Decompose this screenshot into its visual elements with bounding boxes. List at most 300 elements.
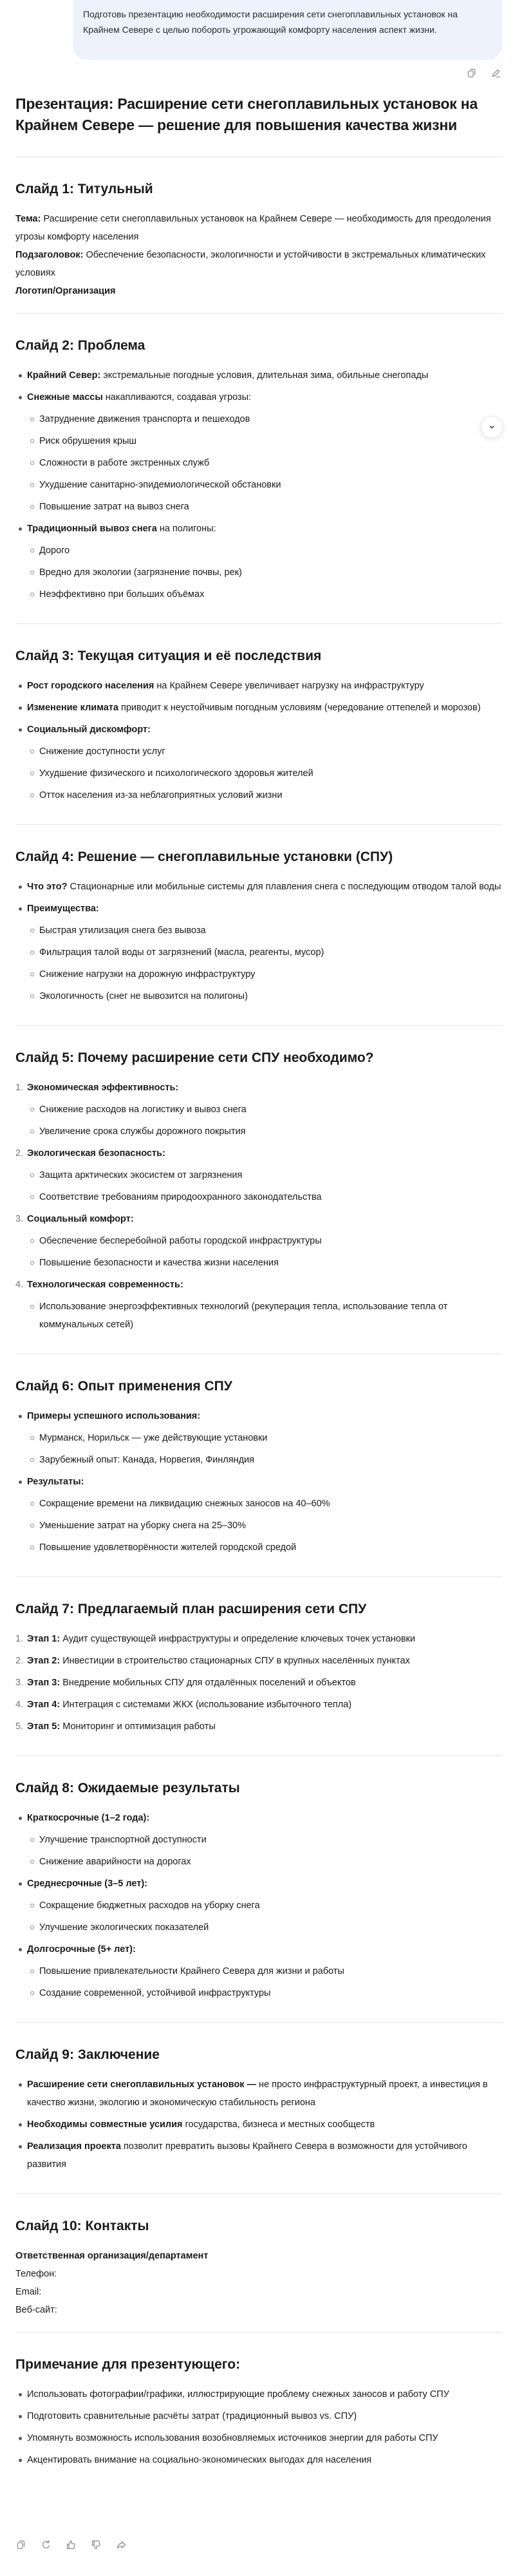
bullet-icon [19, 2083, 22, 2087]
slide-section [15, 1779, 502, 2022]
sub-list-item-text: Сложности в работе экстренных служб [39, 458, 210, 468]
sub-list-item-text: Повышение безопасности и качества жизни населения [39, 1258, 279, 1268]
sub-list-item [15, 1121, 502, 1142]
sub-list-item-text: Снижение доступности услуг [39, 746, 165, 757]
list-item-label: Среднесрочные (3–5 лет): [27, 1879, 147, 1889]
thumbs-up-icon[interactable] [64, 2538, 77, 2551]
list-item [15, 1716, 502, 1738]
sub-list-item [15, 1851, 502, 1873]
bullet-icon [19, 396, 22, 399]
regenerate-icon[interactable] [39, 2538, 52, 2551]
sub-list-item [15, 920, 502, 942]
list-item [15, 1650, 502, 1672]
list-item-body: приводит к неустойчивым погодным условиям (чередование оттепелей и морозов) [118, 703, 481, 713]
list-item-body: Мониторинг и оптимизация работы [60, 1721, 216, 1732]
sub-list [27, 1164, 502, 1208]
list-item-text [27, 2449, 502, 2471]
bullet-icon [19, 527, 22, 531]
sub-list-item-text: Повышение затрат на вывоз снега [39, 502, 189, 512]
sub-list-item [15, 1296, 502, 1336]
list-item-text [27, 1274, 502, 1296]
sub-list-item [15, 985, 502, 1007]
sub-list [27, 1895, 502, 1938]
list-item-label: Этап 2: [27, 1656, 61, 1666]
sub-list-item-text: Защита арктических экосистем от загрязнения [39, 1170, 243, 1180]
sub-list-item [15, 1099, 502, 1121]
sub-list-item [15, 1427, 502, 1449]
circle-bullet-icon [30, 461, 34, 465]
bullet-icon [19, 374, 22, 377]
sub-list-item [15, 496, 502, 518]
list-item-label: Краткосрочные (1–2 года): [27, 1813, 150, 1823]
sub-list-item [15, 1829, 502, 1851]
sub-list-item-text: Повышение привлекательности Крайнего Севера для жизни и работы [39, 1966, 344, 1976]
circle-bullet-icon [30, 505, 34, 509]
list-item [15, 1077, 502, 1142]
user-message-bubble [73, 0, 502, 60]
sub-list-item-text: Обеспечение бесперебойной работы городской инфраструктуры [39, 1236, 322, 1246]
sub-list-item [15, 784, 502, 806]
bullet-icon [19, 2123, 22, 2126]
circle-bullet-icon [30, 750, 34, 753]
circle-bullet-icon [30, 1261, 34, 1265]
user-message-actions [465, 66, 502, 79]
circle-bullet-icon [30, 1969, 34, 1973]
list-item-label: Социальный дискомфорт: [27, 724, 151, 735]
list-item [15, 675, 502, 697]
sub-list-item [15, 1537, 502, 1558]
sub-list-item [15, 1982, 502, 2004]
bullet-list [15, 365, 502, 605]
circle-bullet-icon [30, 1195, 34, 1199]
list-item-body: Инвестиции в строительство стационарных СПУ в крупных населённых пунктах [60, 1656, 410, 1666]
sub-list-item [15, 942, 502, 963]
slide-paragraph [15, 2283, 502, 2301]
list-item-text [27, 675, 502, 697]
list-item-body: Аудит существующей инфраструктуры и определение ключевых точек установки [60, 1634, 416, 1644]
list-item-label: Этап 4: [27, 1700, 61, 1710]
circle-bullet-icon [30, 571, 34, 574]
bullet-icon [19, 2459, 22, 2462]
list-item-label: Социальный комфорт: [27, 1214, 134, 1224]
list-item-label: Результаты: [27, 1477, 84, 1487]
copy-icon[interactable] [14, 2538, 27, 2551]
circle-bullet-icon [30, 439, 34, 443]
share-icon[interactable] [115, 2538, 127, 2551]
sub-list [27, 1099, 502, 1142]
circle-bullet-icon [30, 1991, 34, 1995]
list-item-text [27, 518, 502, 540]
list-item-text [27, 1938, 502, 1960]
list-item-body: Стационарные или мобильные системы для плавления снега с последующим отводом талой воды [67, 882, 501, 892]
slide-heading: Слайд 6: Опыт применения СПУ [15, 1379, 232, 1394]
sub-list-item [15, 452, 502, 474]
list-item-label: Этап 1: [27, 1634, 61, 1644]
list-item [15, 386, 502, 518]
sub-list-item-text: Снижение расходов на логистику и вывоз снега [39, 1104, 247, 1115]
bullet-list [15, 1077, 502, 1336]
list-item-body: государства, бизнеса и местных сообществ [182, 2119, 375, 2130]
sub-list-item-text: Экологичность (снег не вывозится на полигоны) [39, 991, 248, 1001]
circle-bullet-icon [30, 1524, 34, 1528]
sub-list-item [15, 1515, 502, 1537]
sub-list [27, 1493, 502, 1558]
list-item [15, 2383, 502, 2405]
divider [15, 1025, 502, 1026]
list-item-body: не просто инфраструктурный проект, а инвестиция в качество жизни, экологию и экономическую стабильность региона [27, 2079, 488, 2108]
slide-heading: Слайд 10: Контакты [15, 2219, 149, 2233]
slide-paragraph [15, 282, 502, 300]
list-item-body: накапливаются, создавая угрозы: [102, 392, 252, 402]
list-item-label: Рост городского населения [27, 681, 154, 691]
list-item [15, 2074, 502, 2114]
list-item-body: Использовать фотографии/графики, иллюстрирующие проблему снежных заносов и работу СПУ [27, 2389, 449, 2400]
paragraph-text: Email: [15, 2287, 42, 2297]
sub-list [27, 1427, 502, 1471]
divider [15, 2193, 502, 2194]
list-item-label: Технологическая современность: [27, 1280, 183, 1290]
bullet-icon [19, 2415, 22, 2418]
circle-bullet-icon [30, 1130, 34, 1133]
list-item-label: Этап 3: [27, 1678, 61, 1688]
list-item-text [27, 1650, 502, 1672]
circle-bullet-icon [30, 1904, 34, 1908]
paragraph-text: Обеспечение безопасности, экологичности и устойчивости в экстремальных климатических условиях [15, 250, 486, 278]
list-item [15, 697, 502, 719]
circle-bullet-icon [30, 1502, 34, 1506]
list-item-label: Долгосрочные (5+ лет): [27, 1944, 136, 1955]
divider [15, 2332, 502, 2333]
list-item [15, 2114, 502, 2136]
slide-paragraph [15, 2265, 502, 2283]
list-item-body: экстремальные погодные условия, длительная зима, обильные снегопады [100, 370, 429, 381]
sub-list-item-text: Фильтрация талой воды от загрязнений (масла, реагенты, мусор) [39, 947, 324, 958]
sub-list-item [15, 1493, 502, 1515]
list-item [15, 2427, 502, 2449]
sub-list-item [15, 562, 502, 583]
list-item-label: Реализация проекта [27, 2141, 121, 2152]
list-item-label: Экологическая безопасность: [27, 1148, 165, 1159]
slide-paragraph [15, 2301, 502, 2319]
slide-heading: Слайд 4: Решение — снегоплавильные установки (СПУ) [15, 849, 393, 864]
sub-list-item [15, 1164, 502, 1186]
list-item [15, 518, 502, 605]
list-number: 1. [15, 1634, 24, 1644]
circle-bullet-icon [30, 1436, 34, 1440]
bullet-icon [19, 907, 22, 911]
bullet-list [15, 1807, 502, 2004]
scroll-down-button[interactable] [481, 416, 503, 438]
sub-list [27, 1829, 502, 1873]
bullet-list [15, 2074, 502, 2175]
sub-list-item [15, 1252, 502, 1274]
sub-list-item [15, 1917, 502, 1938]
circle-bullet-icon [30, 1108, 34, 1112]
sub-list-item-text: Вредно для экологии (загрязнение почвы, рек) [39, 567, 242, 578]
circle-bullet-icon [30, 592, 34, 596]
list-item-body: Внедрение мобильных СПУ для отдалённых поселений и объектов [60, 1678, 356, 1688]
slide-section [15, 1048, 502, 1354]
bullet-icon [19, 2145, 22, 2148]
sub-list-item-text: Мурманск, Норильск — уже действующие установки [39, 1433, 268, 1443]
list-item [15, 898, 502, 1007]
sub-list-item [15, 1186, 502, 1208]
slide-paragraph [15, 210, 502, 246]
list-item-label: Традиционный вывоз снега [27, 524, 157, 534]
list-item-text [27, 1672, 502, 1694]
bullet-icon [19, 1481, 22, 1484]
list-item-body: Подготовить сравнительные расчёты затрат (традиционный вывоз vs. СПУ) [27, 2411, 357, 2421]
list-item [15, 1142, 502, 1208]
divider [15, 824, 502, 825]
list-item [15, 1274, 502, 1336]
copy-icon[interactable] [465, 66, 478, 79]
sub-list-item-text: Повышение удовлетворённости жителей городской средой [39, 1542, 297, 1553]
sub-list [27, 1960, 502, 2004]
sub-list [27, 1296, 502, 1336]
list-item-label: Крайний Север: [27, 370, 101, 381]
list-item [15, 1694, 502, 1716]
divider [15, 156, 502, 157]
divider [15, 623, 502, 624]
list-number: 1. [15, 1083, 24, 1093]
divider [15, 313, 502, 314]
list-number: 2. [15, 1148, 24, 1159]
list-item-text [27, 386, 502, 408]
list-item [15, 1873, 502, 1938]
list-item [15, 876, 502, 898]
slide-section [15, 2217, 502, 2332]
sub-list-item [15, 1449, 502, 1471]
list-item-body: на полигоны: [156, 524, 216, 534]
paragraph-label: Подзаголовок: [15, 250, 84, 260]
list-item-text [27, 1694, 502, 1716]
list-item [15, 1471, 502, 1558]
slide-heading: Слайд 7: Предлагаемый план расширения сети СПУ [15, 1602, 367, 1616]
list-item [15, 2449, 502, 2471]
slide-section [15, 647, 502, 824]
thumbs-down-icon[interactable] [89, 2538, 102, 2551]
list-number: 3. [15, 1214, 24, 1224]
circle-bullet-icon [30, 1838, 34, 1842]
sub-list [27, 920, 502, 1007]
circle-bullet-icon [30, 772, 34, 775]
bullet-icon [19, 728, 22, 732]
circle-bullet-icon [30, 1860, 34, 1864]
circle-bullet-icon [30, 951, 34, 954]
list-item-text [27, 2383, 502, 2405]
sub-list-item-text: Сокращение времени на ликвидацию снежных заносов на 40–60% [39, 1499, 330, 1509]
list-item-text [27, 1628, 502, 1650]
sub-list-item-text: Дорого [39, 545, 70, 556]
sub-list-item [15, 474, 502, 496]
sub-list-item [15, 1960, 502, 1982]
bullet-icon [19, 1882, 22, 1886]
circle-bullet-icon [30, 549, 34, 553]
sub-list-item-text: Создание современной, устойчивой инфраструктуры [39, 1988, 271, 1998]
sub-list [27, 408, 502, 518]
list-item [15, 1208, 502, 1274]
list-item-text [27, 1807, 502, 1829]
sub-list-item [15, 1895, 502, 1917]
list-number: 3. [15, 1678, 24, 1688]
circle-bullet-icon [30, 417, 34, 421]
list-item-body: Упомянуть возможность использования возобновляемых источников энергии для работы СПУ [27, 2433, 438, 2443]
chevron-down-icon [489, 424, 495, 430]
paragraph-text: Веб-сайт: [15, 2305, 57, 2315]
sub-list-item-text: Быстрая утилизация снега без вывоза [39, 925, 206, 936]
paragraph-text: Телефон: [15, 2269, 57, 2279]
slides-container [15, 180, 502, 2489]
circle-bullet-icon [30, 1239, 34, 1243]
list-item [15, 2136, 502, 2175]
list-item-text [27, 1077, 502, 1099]
list-number: 5. [15, 1721, 24, 1732]
sub-list-item-text: Использование энергоэффективных технологий (рекуперация тепла, использование тепла от коммунальных сетей) [39, 1302, 448, 1330]
list-item-text [27, 1873, 502, 1895]
sub-list-item [15, 430, 502, 452]
circle-bullet-icon [30, 1546, 34, 1549]
list-item-label: Необходимы совместные усилия [27, 2119, 183, 2130]
sub-list-item-text: Снижение аварийности на дорогах [39, 1857, 191, 1867]
sub-list-item-text: Неэффективно при больших объёмах [39, 589, 205, 600]
sub-list-item [15, 540, 502, 562]
slide-heading: Слайд 3: Текущая ситуация и её последствия [15, 649, 322, 663]
sub-list-item-text: Сокращение бюджетных расходов на уборку снега [39, 1900, 260, 1911]
slide-section [15, 2355, 502, 2489]
list-item-text [27, 2427, 502, 2449]
slide-section [15, 1600, 502, 1756]
bullet-list [15, 675, 502, 806]
list-item-body: Интеграция с системами ЖКХ (использование избыточного тепла) [60, 1700, 352, 1710]
bullet-icon [19, 706, 22, 710]
sub-list-item-text: Ухудшение санитарно-эпидемиологической обстановки [39, 480, 281, 490]
sub-list-item-text: Улучшение экологических показателей [39, 1922, 209, 1933]
slide-paragraph [15, 246, 502, 282]
slide-section [15, 2045, 502, 2193]
list-item-body: на Крайнем Севере увеличивает нагрузку на инфраструктуру [154, 681, 424, 691]
sub-list-item [15, 741, 502, 762]
sub-list-item [15, 583, 502, 605]
assistant-answer [15, 93, 502, 2489]
paragraph-label: Логотип/Организация [15, 286, 116, 296]
list-item-label: Преимущества: [27, 904, 99, 914]
slide-section [15, 336, 502, 623]
slide-heading: Слайд 8: Ожидаемые результаты [15, 1781, 240, 1795]
paragraph-text: Расширение сети снегоплавильных установок на Крайнем Севере — необходимость для преодоления угрозы комфорту населения [15, 214, 491, 242]
list-number: 4. [15, 1700, 24, 1710]
sub-list-item-text: Отток населения из-за неблагоприятных условий жизни [39, 790, 283, 800]
sub-list [27, 540, 502, 605]
list-item [15, 2405, 502, 2427]
bullet-list [15, 876, 502, 1007]
bullet-icon [19, 1817, 22, 1820]
paragraph-label: Ответственная организация/департамент [15, 2251, 209, 2261]
list-item [15, 719, 502, 806]
bullet-icon [19, 1415, 22, 1418]
list-item [15, 365, 502, 386]
list-item-text [27, 1208, 502, 1230]
list-item [15, 1807, 502, 1873]
user-message-text: Подготовь презентацию необходимости расширения сети снегоплавильных установок на Крайнем Севере с целью побороть угрожающий комфорту населения аспект жизни. [83, 9, 458, 35]
circle-bullet-icon [30, 793, 34, 797]
circle-bullet-icon [30, 483, 34, 487]
sub-list-item-text: Снижение нагрузки на дорожную инфраструктуру [39, 969, 256, 980]
bullet-icon [19, 1948, 22, 1951]
list-item-text [27, 719, 502, 741]
slide-section [15, 1377, 502, 1577]
circle-bullet-icon [30, 1173, 34, 1177]
circle-bullet-icon [30, 972, 34, 976]
sub-list-item-text: Соответствие требованиям природоохранного законодательства [39, 1192, 322, 1202]
list-item-label: Этап 5: [27, 1721, 61, 1732]
list-item-text [27, 1471, 502, 1493]
circle-bullet-icon [30, 994, 34, 998]
bullet-icon [19, 2393, 22, 2396]
bullet-icon [19, 886, 22, 889]
circle-bullet-icon [30, 1926, 34, 1929]
list-item-text [27, 2114, 502, 2136]
bullet-list [15, 2383, 502, 2471]
sub-list-item [15, 762, 502, 784]
sub-list [27, 1230, 502, 1274]
slide-heading: Слайд 5: Почему расширение сети СПУ необходимо? [15, 1050, 374, 1065]
list-item [15, 1938, 502, 2004]
divider [15, 2022, 502, 2023]
list-item-text [27, 2405, 502, 2427]
list-item-text [27, 697, 502, 719]
sub-list-item [15, 408, 502, 430]
bullet-icon [19, 685, 22, 688]
list-item-label: Изменение климата [27, 703, 118, 713]
paragraph-label: Тема: [15, 214, 41, 224]
sub-list-item-text: Затруднение движения транспорта и пешеходов [39, 414, 250, 424]
list-item-label: Что это? [27, 882, 68, 892]
presentation-title: Презентация: Расширение сети снегоплавильных установок на Крайнем Севере — решение для повышения качества жизни [15, 95, 478, 133]
sub-list-item-text: Риск обрушения крыш [39, 436, 137, 446]
slide-section [15, 180, 502, 313]
slide-section [15, 848, 502, 1025]
bullet-list [15, 1628, 502, 1738]
answer-actions [14, 2538, 127, 2551]
sub-list-item [15, 1230, 502, 1252]
circle-bullet-icon [30, 929, 34, 933]
sub-list-item-text: Увеличение срока службы дорожного покрытия [39, 1126, 246, 1137]
list-item-body: Акцентировать внимание на социально-экономических выгодах для населения [27, 2455, 372, 2465]
slide-heading: Примечание для презентующего: [15, 2357, 241, 2372]
circle-bullet-icon [30, 1458, 34, 1462]
edit-icon[interactable] [489, 66, 502, 79]
list-item-text [27, 2074, 502, 2114]
slide-paragraph [15, 2247, 502, 2265]
list-item-label: Экономическая эффективность: [27, 1083, 179, 1093]
list-item-text [27, 1405, 502, 1427]
list-number: 2. [15, 1656, 24, 1666]
list-item-text [27, 1716, 502, 1738]
list-item-label: Снежные массы [27, 392, 103, 402]
list-item-body: позволит превратить вызовы Крайнего Севера в возможности для устойчивого развития [27, 2141, 467, 2170]
sub-list-item [15, 963, 502, 985]
sub-list-item-text: Улучшение транспортной доступности [39, 1835, 207, 1845]
list-item-text [27, 2136, 502, 2175]
list-number: 4. [15, 1280, 24, 1290]
list-item [15, 1672, 502, 1694]
list-item [15, 1628, 502, 1650]
list-item-text [27, 1142, 502, 1164]
sub-list [27, 741, 502, 806]
list-item-text [27, 876, 502, 898]
bullet-icon [19, 2437, 22, 2440]
